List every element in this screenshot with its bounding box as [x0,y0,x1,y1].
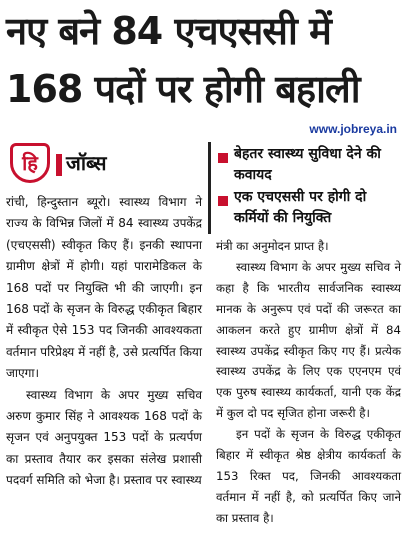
logo-letter: हि [22,151,38,175]
paragraph: स्वास्थ्य विभाग के अपर मुख्य सचिव ने कहा है कि भारतीय सार्वजनिक स्वास्थ्य मानक के अनुरूप एवं पदों की जरूरत का आकलन करते हुए ग्रामीण क्षेत्रों में 84 स्वास्थ्य उपकेंद्र स्वीकृत किए गए हैं। प्रत्येक स्वास्थ्य उपकेंद्र के लिए एक एएनएम एवं एक पुरुष स्वास्थ्य कार्यकर्ता, यानी एक केंद्र में कुल दो पद सृजित होना जरूरी है। [216,259,401,421]
paragraph: इन पदों के सृजन के विरुद्ध एकीकृत बिहार में स्वीकृत श्रेष्ठ क्षेत्रीय कार्यकर्ता के 153 रिक्त पद, जिनकी आवश्यकता वर्तमान में नहीं है, को प्रत्यर्पित किए जाने का प्रस्ताव है। [216,427,401,525]
highlight-2: एक एचएससी पर होगी दो कर्मियों की नियुक्ति [234,189,367,226]
site-watermark: www.jobreya.in [309,122,397,136]
section-accent-bar [56,154,62,176]
paragraph: स्वास्थ्य विभाग के अपर मुख्य सचिव अरुण कुमार सिंह ने आवश्यक 168 पदों के सृजन एवं अनुपयुक्त 153 पदों के प्रत्यर्पण का प्रस्ताव तैयार कर इसका संलेख प्रशासी पदवर्ग समिति को भेजा है। प्रस्ताव पर स्वास्थ्य [6,387,202,488]
hindustan-logo-icon [10,143,50,183]
paragraph: मंत्री का अनुमोदन प्राप्त है। [216,239,329,253]
article-left-column [6,192,202,492]
headline-line-1: नए बने 84 एचएससी में [6,9,331,53]
column-divider [208,142,211,234]
section-label: जॉब्स [66,151,107,175]
bullet-square-icon [218,153,228,163]
paragraph: रांची, हिन्दुस्तान ब्यूरो। स्वास्थ्य विभाग ने राज्य के विभिन्न जिलों में 84 स्वास्थ्य उपकेंद्र (एचएससी) स्वीकृत किए हैं। इनकी स्थापना ग्रामीण क्षेत्रों में होगी। यहां पारामेडिकल के 168 पदों पर नियुक्ति भी की जाएगी। इन 168 पदों के सृजन के विरुद्ध एकीकृत बिहार में स्वीकृत ऐसे 153 पद जिनकी आवश्यकता वर्तमान परिप्रेक्ष्य में नहीं है, उसे प्रत्यर्पित किया जाएगा। [6,195,202,381]
article-right-column [216,236,401,529]
bullet-square-icon [218,196,228,206]
highlight-1: बेहतर स्वास्थ्य सुविधा देने की कवायद [234,146,381,183]
headline-line-2: 168 पदों पर होगी बहाली [6,67,360,111]
